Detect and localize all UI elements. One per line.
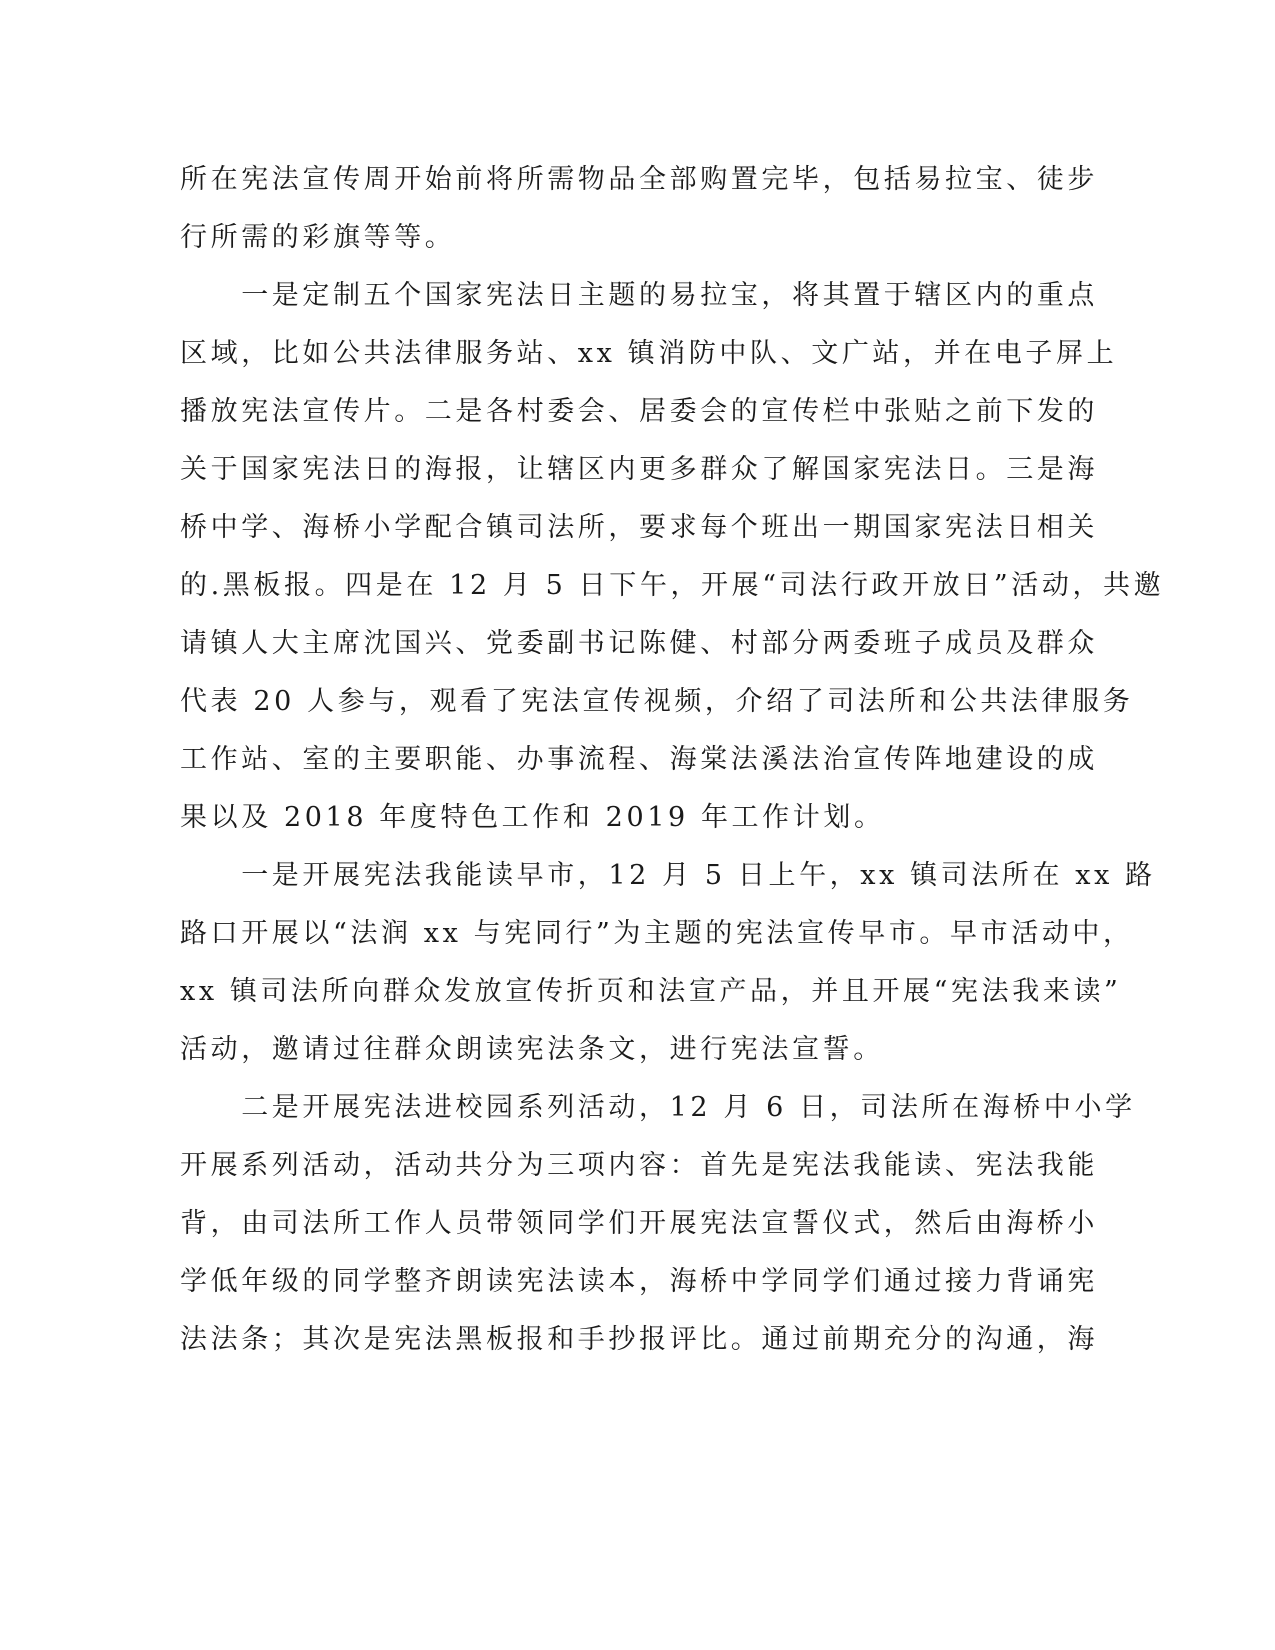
text-line: 区域，比如公共法律服务站、xx 镇消防中队、文广站，并在电子屏上 <box>180 338 1118 369</box>
text-line: 背，由司法所工作人员带领同学们开展宪法宣誓仪式，然后由海桥小 <box>180 1208 1098 1239</box>
text-line: 播放宪法宣传片。二是各村委会、居委会的宣传栏中张贴之前下发的 <box>180 396 1098 427</box>
text-line: 代表 20 人参与，观看了宪法宣传视频，介绍了司法所和公共法律服务 <box>180 686 1134 717</box>
text-line: 二是开展宪法进校园系列活动，12 月 6 日，司法所在海桥中小学 <box>180 1092 1136 1123</box>
text-line: 开展系列活动，活动共分为三项内容：首先是宪法我能读、宪法我能 <box>180 1150 1098 1181</box>
text-line: 法法条；其次是宪法黑板报和手抄报评比。通过前期充分的沟通，海 <box>180 1324 1098 1355</box>
text-line: 工作站、室的主要职能、办事流程、海棠法溪法治宣传阵地建设的成 <box>180 744 1098 775</box>
text-line: xx 镇司法所向群众发放宣传折页和法宣产品，并且开展“宪法我来读” <box>180 976 1122 1007</box>
text-line: 一是定制五个国家宪法日主题的易拉宝，将其置于辖区内的重点 <box>180 280 1098 311</box>
text-line: 桥中学、海桥小学配合镇司法所，要求每个班出一期国家宪法日相关 <box>180 512 1098 543</box>
text-line: 一是开展宪法我能读早市，12 月 5 日上午，xx 镇司法所在 xx 路 <box>180 860 1156 891</box>
text-line: 活动，邀请过往群众朗读宪法条文，进行宪法宣誓。 <box>180 1034 884 1065</box>
text-line: 所在宪法宣传周开始前将所需物品全部购置完毕，包括易拉宝、徒步 <box>180 164 1098 195</box>
text-line: 的.黑板报。四是在 12 月 5 日下午，开展“司法行政开放日”活动，共邀 <box>180 570 1165 601</box>
text-line: 请镇人大主席沈国兴、党委副书记陈健、村部分两委班子成员及群众 <box>180 628 1098 659</box>
text-line: 关于国家宪法日的海报，让辖区内更多群众了解国家宪法日。三是海 <box>180 454 1098 485</box>
text-line: 学低年级的同学整齐朗读宪法读本，海桥中学同学们通过接力背诵宪 <box>180 1266 1098 1297</box>
text-line: 行所需的彩旗等等。 <box>180 222 456 253</box>
text-line: 路口开展以“法润 xx 与宪同行”为主题的宪法宣传早市。早市活动中， <box>180 918 1134 949</box>
text-line: 果以及 2018 年度特色工作和 2019 年工作计划。 <box>180 802 885 833</box>
